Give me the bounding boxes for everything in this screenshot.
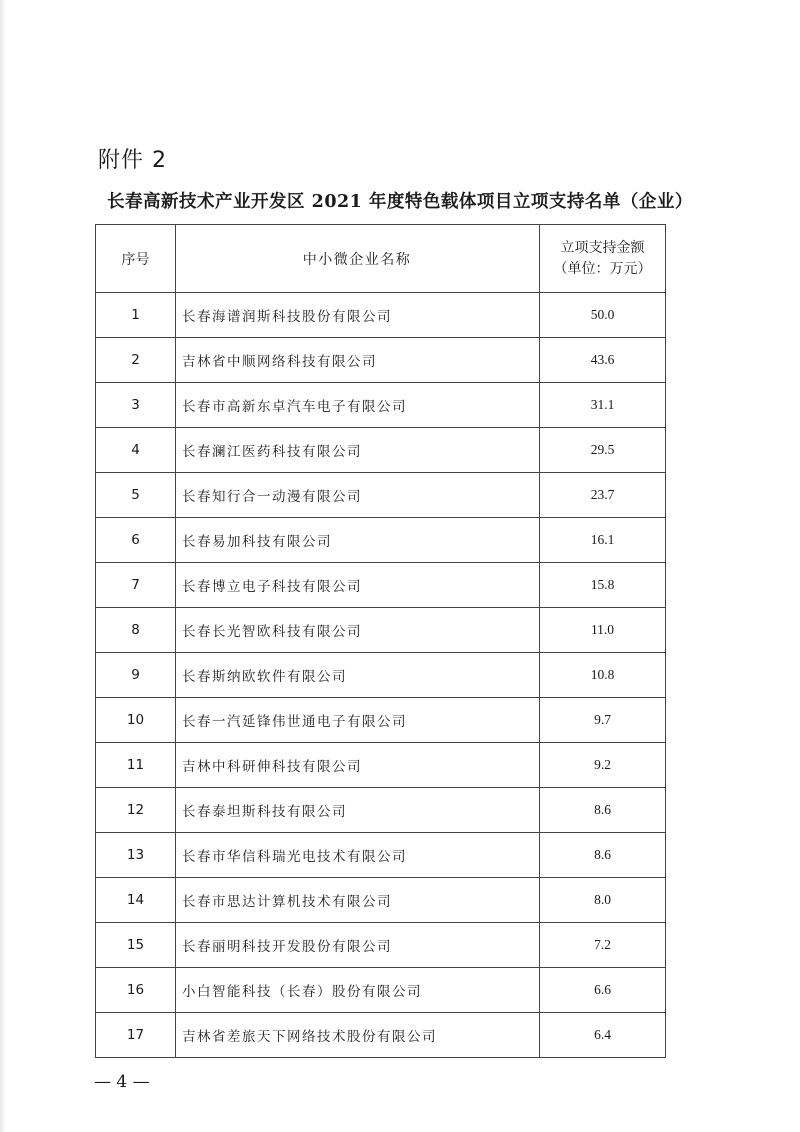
row-company-name: 长春博立电子科技有限公司 xyxy=(176,563,540,608)
row-index: 14 xyxy=(96,878,176,923)
row-index: 6 xyxy=(96,518,176,563)
row-company-name: 长春市思达计算机技术有限公司 xyxy=(176,878,540,923)
row-index: 1 xyxy=(96,293,176,338)
table-row xyxy=(96,878,666,923)
row-amount: 8.6 xyxy=(540,788,666,833)
row-amount: 9.7 xyxy=(540,698,666,743)
row-index: 17 xyxy=(96,1013,176,1058)
row-index: 15 xyxy=(96,923,176,968)
row-amount: 10.8 xyxy=(540,653,666,698)
table-body xyxy=(96,293,666,1058)
row-company-name: 吉林中科研伸科技有限公司 xyxy=(176,743,540,788)
header-index: 序号 xyxy=(96,225,176,293)
header-amount-line1: 立项支持金额 xyxy=(560,239,645,256)
row-amount: 15.8 xyxy=(540,563,666,608)
row-company-name: 长春易加科技有限公司 xyxy=(176,518,540,563)
row-index: 5 xyxy=(96,473,176,518)
row-company-name: 长春市高新东卓汽车电子有限公司 xyxy=(176,383,540,428)
row-amount: 43.6 xyxy=(540,338,666,383)
row-index: 8 xyxy=(96,608,176,653)
header-company-name: 中小微企业名称 xyxy=(176,225,540,293)
row-index: 2 xyxy=(96,338,176,383)
table-row xyxy=(96,653,666,698)
row-amount: 6.6 xyxy=(540,968,666,1013)
table-row xyxy=(96,428,666,473)
header-amount-unit: （单位：万元） xyxy=(553,260,652,277)
table-row xyxy=(96,743,666,788)
table-row xyxy=(96,833,666,878)
row-company-name: 吉林省差旅天下网络技术股份有限公司 xyxy=(176,1013,540,1058)
table-row xyxy=(96,518,666,563)
header-amount xyxy=(540,225,666,293)
row-amount: 31.1 xyxy=(540,383,666,428)
row-index: 16 xyxy=(96,968,176,1013)
row-company-name: 长春知行合一动漫有限公司 xyxy=(176,473,540,518)
row-index: 11 xyxy=(96,743,176,788)
table-row xyxy=(96,338,666,383)
row-index: 10 xyxy=(96,698,176,743)
row-company-name: 长春海谱润斯科技股份有限公司 xyxy=(176,293,540,338)
project-support-table xyxy=(95,224,666,1058)
row-amount: 6.4 xyxy=(540,1013,666,1058)
row-index: 3 xyxy=(96,383,176,428)
table-row xyxy=(96,563,666,608)
row-index: 13 xyxy=(96,833,176,878)
table-row xyxy=(96,788,666,833)
table-row xyxy=(96,473,666,518)
table-row xyxy=(96,968,666,1013)
row-company-name: 吉林省中顺网络科技有限公司 xyxy=(176,338,540,383)
row-company-name: 长春泰坦斯科技有限公司 xyxy=(176,788,540,833)
row-company-name: 小白智能科技（长春）股份有限公司 xyxy=(176,968,540,1013)
row-index: 4 xyxy=(96,428,176,473)
attachment-label: 附件 2 xyxy=(98,148,167,173)
row-index: 9 xyxy=(96,653,176,698)
row-company-name: 长春澜江医药科技有限公司 xyxy=(176,428,540,473)
row-index: 12 xyxy=(96,788,176,833)
document-title: 长春高新技术产业开发区 2021 年度特色载体项目立项支持名单（企业） xyxy=(107,192,693,212)
row-amount: 7.2 xyxy=(540,923,666,968)
row-company-name: 长春丽明科技开发股份有限公司 xyxy=(176,923,540,968)
table-row xyxy=(96,383,666,428)
page-number: — 4 — xyxy=(94,1072,150,1092)
row-company-name: 长春斯纳欧软件有限公司 xyxy=(176,653,540,698)
row-amount: 8.6 xyxy=(540,833,666,878)
table-row xyxy=(96,293,666,338)
row-company-name: 长春市华信科瑞光电技术有限公司 xyxy=(176,833,540,878)
table-header-row xyxy=(96,225,666,293)
row-amount: 50.0 xyxy=(540,293,666,338)
row-amount: 11.0 xyxy=(540,608,666,653)
row-amount: 9.2 xyxy=(540,743,666,788)
table-row xyxy=(96,608,666,653)
table-row xyxy=(96,698,666,743)
page-edge xyxy=(0,0,6,1132)
table-row xyxy=(96,1013,666,1058)
row-amount: 8.0 xyxy=(540,878,666,923)
row-company-name: 长春长光智欧科技有限公司 xyxy=(176,608,540,653)
row-company-name: 长春一汽延锋伟世通电子有限公司 xyxy=(176,698,540,743)
table-row xyxy=(96,923,666,968)
row-amount: 23.7 xyxy=(540,473,666,518)
row-amount: 16.1 xyxy=(540,518,666,563)
row-index: 7 xyxy=(96,563,176,608)
row-amount: 29.5 xyxy=(540,428,666,473)
